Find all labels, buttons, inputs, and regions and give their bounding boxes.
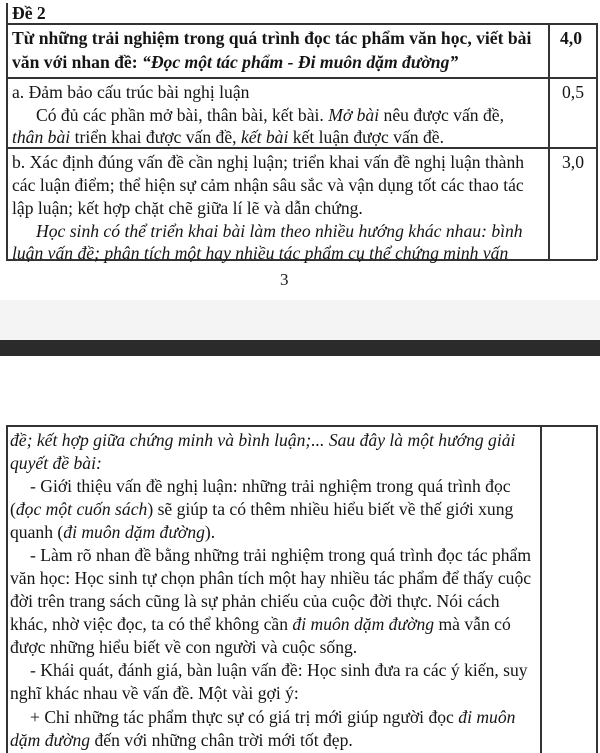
continued-line-14: [10, 728, 353, 752]
item-a-line-2-italic: Mở bài: [328, 105, 380, 125]
continued-line-6: - Làm rõ nhan đề bằng những trải nghiệm trong quá trình đọc tác phẩm: [30, 545, 532, 565]
continued-line-12: nghĩ khác nhau về vấn đề. Một vài gợi ý:: [10, 683, 299, 703]
page-separator-band: [0, 340, 600, 356]
item-a-heading: a. Đảm bảo cấu trúc bài nghị luận: [12, 82, 250, 102]
table-rule: [6, 23, 597, 25]
continued-line-7: văn học: Học sinh tự chọn phân tích một hay nhiều tác phẩm để thấy cuộc: [10, 568, 532, 588]
question-line-2-prefix: văn với nhan đề:: [12, 52, 143, 72]
item-a-line-3-italic-2: kết bài: [240, 127, 289, 147]
table-border-left: [6, 425, 8, 753]
item-b-line-1: b. Xác định đúng vấn đề cần nghị luận; triển khai vấn đề nghị luận thành: [12, 152, 525, 172]
item-a-line-2-rest: nêu được vấn đề,: [379, 105, 504, 125]
continued-line-4-rest: ) sẽ giúp ta có thêm nhiều hiểu biết về thế giới xung: [147, 499, 514, 519]
continued-line-11: - Khái quát, đánh giá, bàn luận vấn đề: Học sinh đưa ra các ý kiến, suy: [30, 660, 528, 680]
continued-line-5: [10, 520, 215, 544]
table-column-divider: [540, 425, 542, 753]
item-a-line-3-italic-1: thân bài: [12, 127, 71, 147]
item-a-score: 0,5: [562, 82, 584, 102]
continued-line-9-suffix: mà vẫn có: [434, 614, 511, 634]
continued-line-9: [10, 612, 511, 636]
continued-line-4-italic: đọc một cuốn sách: [15, 499, 148, 519]
continued-line-14-suffix: đến với những chân trời mới tốt đẹp.: [90, 730, 353, 750]
page-gap: [0, 300, 600, 340]
continued-line-9-italic: đi muôn dặm đường: [292, 614, 435, 634]
page-number: 3: [280, 270, 289, 289]
continued-line-4: [10, 497, 513, 521]
question-line-2: [12, 50, 458, 74]
continued-line-13-italic: đi muôn: [458, 707, 516, 727]
item-a-line-3-rest: kết luận được vấn đề.: [288, 127, 444, 147]
item-a-line-3-mid: triển khai được vấn đề,: [70, 127, 241, 147]
continued-line-8: đời trên trang sách cũng là sự phản chiếu của cuộc đời thực. Nói cách: [10, 591, 500, 611]
exam-label: Đề 2: [12, 3, 46, 23]
continued-line-13: [30, 705, 515, 729]
continued-line-9-prefix: khác, nhờ việc đọc, ta có thể không cần: [10, 614, 293, 634]
continued-line-3: - Giới thiệu vấn đề nghị luận: những trải nghiệm trong quá trình đọc: [30, 476, 511, 496]
item-a-line-2-plain: Có đủ các phần mở bài, thân bài, kết bài.: [36, 105, 329, 125]
item-a-line-3: [12, 125, 444, 149]
table-border-right: [596, 425, 598, 753]
table-column-divider: [548, 23, 550, 260]
table-border-left: [6, 3, 8, 260]
continued-line-13-prefix: + Chỉ những tác phẩm thực sự có giá trị mới giúp người đọc: [30, 707, 459, 727]
item-b-score: 3,0: [562, 152, 584, 172]
question-score: 4,0: [560, 28, 582, 48]
continued-line-5-suffix: ).: [204, 522, 216, 542]
continued-line-5-italic: đi muôn dặm đường: [63, 522, 205, 542]
table-rule: [6, 425, 597, 427]
item-b-line-4: Học sinh có thể triển khai bài làm theo nhiều hướng khác nhau: bình: [36, 221, 523, 241]
item-b-line-3: lập luận; kết hợp chặt chẽ giữa lí lẽ và dẫn chứng.: [12, 198, 363, 218]
continued-line-14-italic: dặm đường: [10, 730, 91, 750]
item-b-line-2: các luận điểm; thể hiện sự cảm nhận sâu sắc và vận dụng tốt các thao tác: [12, 175, 524, 195]
continued-line-1: đề; kết hợp giữa chứng minh và bình luận;... Sau đây là một hướng giải: [10, 430, 516, 450]
essay-title: “Đọc một tác phẩm - Đi muôn dặm đường”: [142, 52, 459, 72]
continued-line-5-prefix: quanh (: [10, 522, 64, 542]
continued-line-2: quyết đề bài:: [10, 453, 102, 473]
question-line-1: Từ những trải nghiệm trong quá trình đọc tác phẩm văn học, viết bài: [12, 28, 532, 48]
item-b-line-5: luận vấn đề; phân tích một hay nhiều tác phẩm cụ thể chứng minh vấn: [12, 243, 509, 263]
continued-line-4-open: (: [10, 499, 16, 519]
item-a-line-2: [36, 103, 504, 127]
table-rule: [6, 77, 597, 79]
continued-line-10: được những hiểu biết về con người và cuộc sống.: [10, 637, 358, 657]
table-border-right: [596, 23, 598, 260]
